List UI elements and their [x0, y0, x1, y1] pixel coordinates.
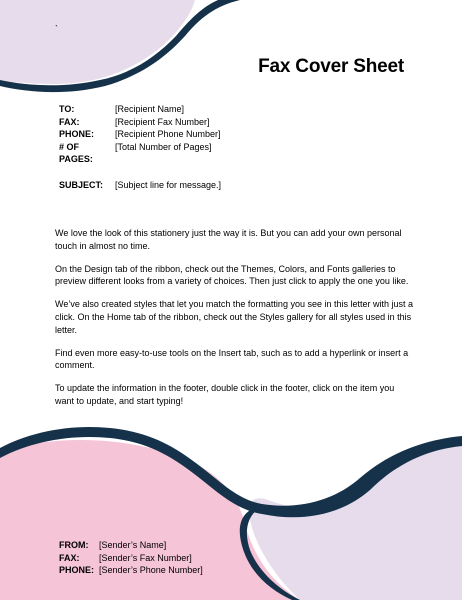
footer-label: FAX: — [59, 552, 80, 563]
footer-value[interactable]: [Sender’s Phone Number] — [99, 565, 203, 576]
footer-row-from — [59, 539, 203, 552]
footer-label: FROM: — [59, 540, 89, 550]
body-paragraph[interactable]: We love the look of this stationery just the way it is. But you can add your own personal touch in almost no time. — [55, 228, 402, 251]
field-value[interactable]: [Recipient Name] — [115, 104, 185, 114]
footer-row-fax — [59, 552, 203, 565]
field-label: TO: — [59, 104, 75, 114]
field-label: PHONE: — [59, 129, 95, 140]
field-label: FAX: — [59, 116, 80, 127]
body-paragraph[interactable]: We’ve also created styles that let you match the formatting you see in this letter with just a click. On the Home tab of the ribbon, check out the Styles gallery for all styles used in this letter. — [55, 299, 414, 335]
subject-value[interactable]: [Subject line for message.] — [115, 180, 222, 190]
field-value[interactable]: [Recipient Fax Number] — [115, 116, 210, 127]
field-value[interactable]: [Total Number of Pages] — [115, 141, 212, 152]
field-row-to — [59, 103, 221, 116]
bottom-lavender-shape — [249, 445, 462, 600]
subject-label: SUBJECT: — [59, 180, 104, 190]
footer-value[interactable]: [Sender’s Fax Number] — [99, 552, 192, 563]
field-row-fax — [59, 116, 221, 129]
footer-value[interactable]: [Sender’s Name] — [99, 540, 167, 550]
field-label: # OF PAGES: — [59, 141, 93, 165]
body-paragraph[interactable]: On the Design tab of the ribbon, check out the Themes, Colors, and Fonts galleries to preview different looks from a variety of choices. Then just click to apply the one you like. — [55, 263, 409, 287]
footer-row-phone — [59, 564, 203, 577]
top-lavender-shape — [0, 0, 195, 84]
field-row-phone — [59, 128, 221, 141]
subject-row — [59, 180, 221, 190]
field-value[interactable]: [Recipient Phone Number] — [115, 129, 221, 140]
sender-footer — [59, 539, 203, 577]
body-paragraph[interactable]: Find even more easy-to-use tools on the Insert tab, such as to add a hyperlink or insert a comment. — [55, 347, 409, 371]
page-title: Fax Cover Sheet — [258, 56, 404, 77]
message-body — [55, 227, 415, 418]
field-row-pages — [59, 141, 221, 166]
body-paragraph[interactable]: To update the information in the footer, double click in the footer, click on the item you want to update, and start typing! — [55, 383, 395, 406]
recipient-fields — [59, 103, 221, 166]
footer-label: PHONE: — [59, 565, 95, 576]
stray-mark: ` — [55, 24, 58, 34]
